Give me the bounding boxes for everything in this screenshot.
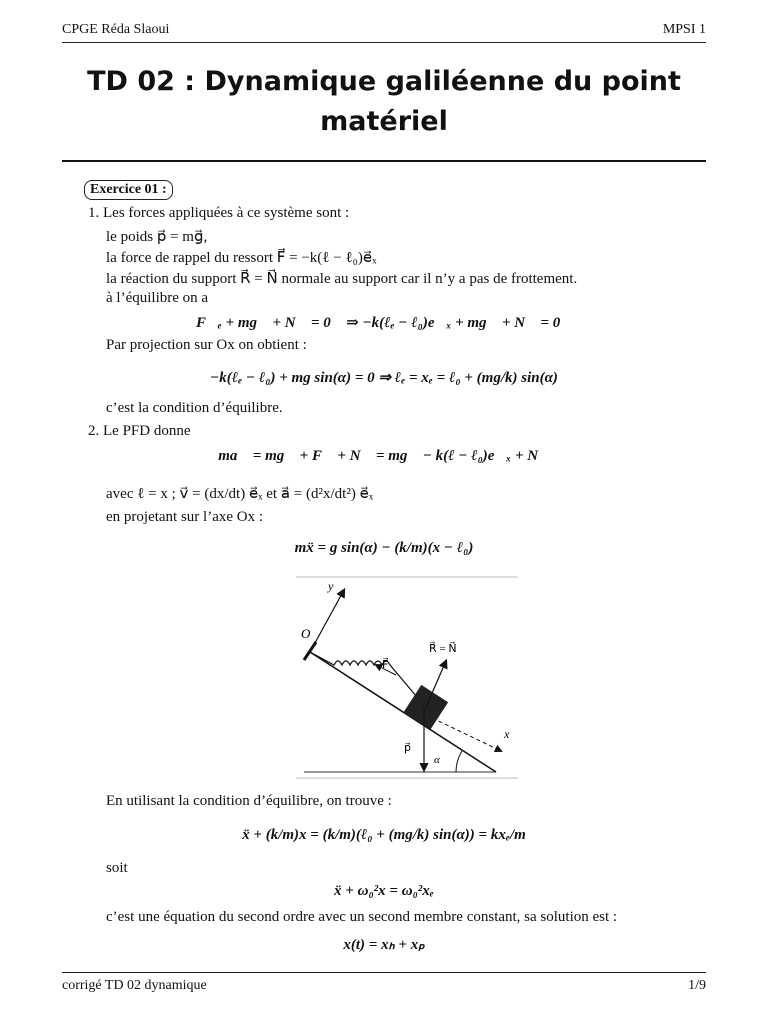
x-axis-arrow [426,715,501,751]
q1-weight: le poids p⃗ = mg⃗, [106,229,208,245]
label-y: y [328,579,334,593]
label-f: F⃗ [382,659,389,671]
q1-equation-2: −k(ℓₑ − ℓ₀) + mg sin(α) = 0 ⇒ ℓₑ = xₑ = ℓ₀ + (mg/k) sin(α) [210,370,558,386]
q2-intro: 2. Le PFD donne [88,423,191,439]
cont-second-order: c’est une équation du second ordre avec un second membre constant, sa solution est : [106,909,618,925]
page-title [62,62,706,142]
q2-equation-2: mẍ = g sin(α) − (k/m)(x − ℓ₀) [294,540,474,556]
alpha-arc [456,751,462,772]
cont-soit: soit [106,860,128,876]
header-rule [62,42,706,43]
label-x: x [504,727,510,741]
label-o: O [301,626,311,641]
q2-projecting: en projetant sur l’axe Ox : [106,509,264,525]
footer-rule [62,972,706,973]
cont-equation-2: ẍ + ω₀²x = ω₀²xₑ [334,883,434,899]
cont-equation-1: ẍ + (k/m)x = (k/m)(ℓ₀ + (mg/k) sin(α)) = kxₑ/m [242,827,526,843]
title-line-2: matériel [320,106,448,137]
label-r-equals-n: R⃗ = N⃗ [429,643,457,655]
incline-line [310,652,496,772]
q1-equation-1: F⃗ₑ + mg⃗ + N⃗ = 0⃗ ⇒ −k(ℓₑ − ℓ₀)e⃗ₓ + mg⃗ + N⃗ = 0⃗ [196,315,572,331]
title-line-1: TD 02 : Dynamique galiléenne du point [87,66,681,97]
page-number: 1/9 [688,978,706,993]
spring [310,652,422,703]
cont-using: En utilisant la condition d’équilibre, on trouve : [106,793,392,809]
q1-intro: 1. Les forces appliquées à ce système sont : [88,205,350,221]
q2-equation-1: ma⃗ = mg⃗ + F⃗ + N⃗ = mg⃗ − k(ℓ − ℓ₀)e⃗ₓ + N⃗ [218,448,550,464]
label-p: p⃗ [404,742,411,754]
title-rule [62,160,706,162]
header-right: MPSI 1 [662,22,706,37]
inclined-plane-diagram [296,575,518,780]
q1-equilibrium: à l’équilibre on a [106,290,209,306]
label-alpha: α [434,754,440,766]
footer-left: corrigé TD 02 dynamique [62,978,207,993]
exercise-title: Exercice 01 : [84,180,173,200]
q1-projection: Par projection sur Ox on obtient : [106,337,307,353]
header-left: CPGE Réda Slaoui [62,22,170,37]
q1-condition: c’est la condition d’équilibre. [106,400,283,416]
q1-spring: la force de rappel du ressort F⃗ = −k(ℓ − ℓ₀)e⃗ₓ [106,250,377,266]
y-axis-arrow [310,590,344,652]
q1-reaction: la réaction du support R⃗ = N⃗ normale au support car il n’y a pas de frottement. [106,271,578,287]
cont-equation-3: x(t) = xₕ + xₚ [343,937,425,953]
q2-avec: avec ℓ = x ; v⃗ = (dx/dt) e⃗ₓ et a⃗ = (d²x/dt²) e⃗ₓ [106,486,374,502]
